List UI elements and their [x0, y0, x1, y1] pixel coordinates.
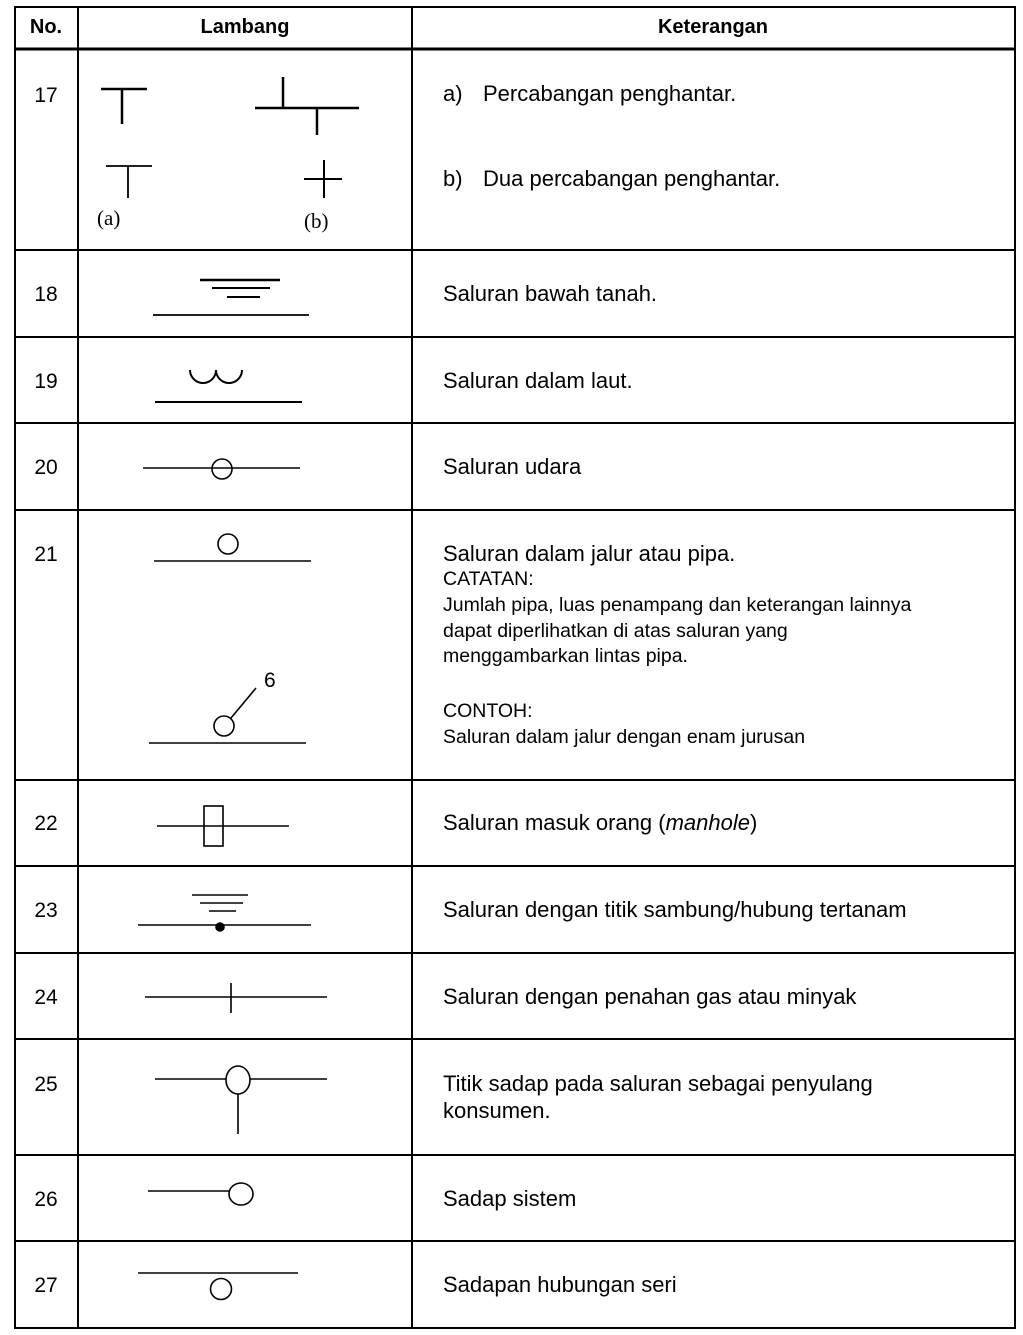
description-a: Percabangan penghantar.: [483, 81, 737, 106]
symbol-label-a: (a): [97, 206, 121, 230]
description-b: Dua percabangan penghantar.: [483, 166, 781, 191]
symbol-system-tap: [148, 1183, 253, 1205]
description: Sadapan hubungan seri: [443, 1272, 677, 1297]
note-title: CATATAN:: [443, 568, 534, 590]
description: Sadap sistem: [443, 1186, 577, 1211]
description: Saluran dalam laut.: [443, 368, 633, 393]
description: Saluran udara: [443, 454, 582, 479]
description: Saluran bawah tanah.: [443, 281, 658, 306]
description-text: Saluran masuk orang (: [443, 810, 666, 835]
row-number: 19: [34, 370, 58, 393]
symbol-undersea-line: [155, 370, 302, 402]
row-number: 25: [34, 1073, 58, 1096]
row-number: 18: [34, 283, 58, 306]
header-keterangan: Keterangan: [657, 16, 769, 38]
symbol-duct-line: [149, 534, 311, 743]
symbol-underground-line: [153, 280, 309, 315]
row-number: 23: [34, 899, 58, 922]
description: Saluran dengan titik sambung/hubung tertanam: [443, 897, 907, 922]
description: Saluran dalam jalur atau pipa.: [443, 541, 736, 566]
symbol-series-tap: [138, 1273, 298, 1300]
symbol-branch-b: [255, 77, 359, 198]
description-line: Titik sadap pada saluran sebagai penyulang: [443, 1071, 873, 1096]
symbol-buried-joint: [138, 895, 311, 931]
note-line: menggambarkan lintas pipa.: [443, 645, 688, 667]
example-title: CONTOH:: [443, 700, 533, 722]
description-italic: manhole: [665, 810, 750, 835]
desc-marker-b: b): [443, 166, 463, 191]
symbol-feeder-tap: [155, 1066, 327, 1134]
header-lambang: Lambang: [200, 16, 290, 38]
header-no: No.: [29, 16, 63, 38]
symbol-manhole: [157, 806, 289, 846]
row-number: 17: [34, 84, 58, 107]
row-number: 24: [34, 986, 58, 1009]
example-text: Saluran dalam jalur dengan enam jurusan: [443, 726, 806, 748]
row-number: 26: [34, 1188, 58, 1211]
description: Saluran dengan penahan gas atau minyak: [443, 984, 857, 1009]
symbol-label-b: (b): [304, 209, 329, 233]
row-number: 20: [34, 456, 58, 479]
note-line: Jumlah pipa, luas penampang dan keterangan lainnya: [443, 594, 912, 616]
row-number: 27: [34, 1274, 58, 1297]
description-line: konsumen.: [443, 1098, 551, 1123]
description: [443, 812, 757, 834]
duct-count-label: 6: [264, 669, 276, 692]
table-grid: [15, 7, 1015, 1328]
symbol-branch-a: [101, 89, 152, 198]
symbol-gas-oil-stop: [145, 983, 327, 1013]
desc-marker-a: a): [443, 81, 463, 106]
row-number: 21: [34, 543, 58, 566]
description-text: ): [749, 810, 758, 835]
note-line: dapat diperlihatkan di atas saluran yang: [443, 620, 788, 642]
symbol-overhead-line: [143, 459, 300, 479]
row-number: 22: [34, 812, 58, 835]
